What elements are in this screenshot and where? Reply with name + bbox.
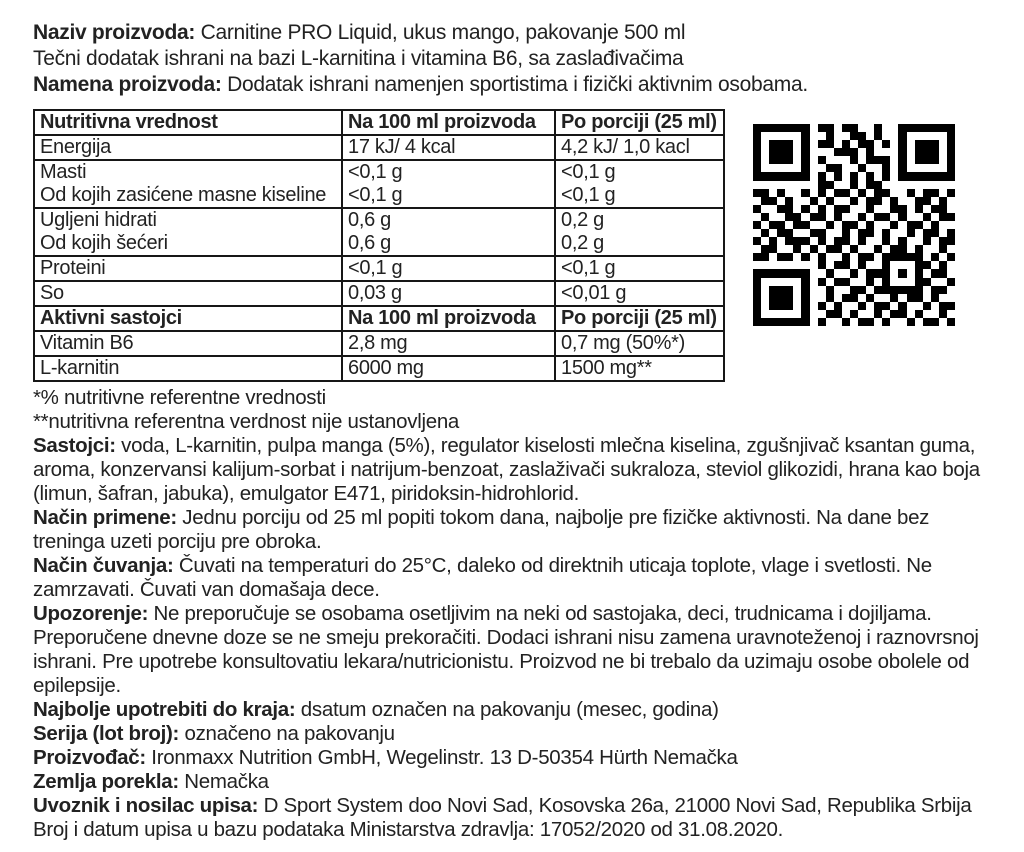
column-header-per-serving: Po porciji (25 ml): [555, 306, 724, 331]
column-header-per-100ml: Na 100 ml proizvoda: [342, 110, 555, 135]
usage-label: Način primene:: [33, 506, 177, 529]
cell-nutrient: L-karnitin: [34, 356, 342, 381]
cell-nutrient: Proteini: [34, 256, 342, 281]
cell-line: <0,1 g: [561, 161, 616, 183]
cell-per-serving: <0,1 g: [555, 256, 724, 281]
lot-text: označeno na pakovanju: [179, 722, 395, 745]
cell-per-100ml: [342, 208, 555, 256]
cell-nutrient: Energija: [34, 135, 342, 160]
note-nrv-not-established: [33, 410, 994, 434]
product-description-text: Tečni dodatak ishrani na bazi L-karnitina i vitamina B6, sa zaslađivačima: [33, 47, 684, 70]
ingredients-label: Sastojci:: [33, 434, 116, 457]
best-before-label: Najbolje upotrebiti do kraja:: [33, 698, 296, 721]
usage-text: Jednu porciju od 25 ml popiti tokom dana, najbolje pre fizičke aktivnosti. Na dane bez treninga uzeti porciju pre obroka.: [33, 506, 930, 553]
cell-line: Masti: [40, 161, 87, 183]
table-row-protein: [34, 256, 724, 281]
active-ingredients-header-row: [34, 306, 724, 331]
cell-nutrient: [34, 208, 342, 256]
origin-paragraph: [33, 770, 994, 794]
lot-label: Serija (lot broj):: [33, 722, 180, 745]
cell-per-100ml: [342, 160, 555, 208]
best-before-paragraph: [33, 698, 994, 722]
product-name-label: Naziv proizvoda:: [33, 21, 196, 44]
note-nrv: [33, 386, 994, 410]
column-header-active: Aktivni sastojci: [34, 306, 342, 331]
cell-per-serving: 1500 mg**: [555, 356, 724, 381]
info-section: [33, 386, 994, 842]
product-name-line: [33, 20, 993, 46]
storage-text: Čuvati na temperaturi do 25°C, daleko od direktnih uticaja toplote, vlage i svetlosti. Ne zamrzavati. Čuvati van domašaja dece.: [33, 554, 932, 601]
cell-line: 0,6 g: [348, 209, 391, 231]
note-nrv2-text: **nutritivna referentna verdnost nije ustanovljena: [33, 410, 460, 433]
cell-line: 0,6 g: [348, 232, 391, 254]
table-row-salt: [34, 281, 724, 306]
table-row-vitamin-b6: [34, 331, 724, 356]
table-row-carb-group: [34, 208, 724, 256]
registry-paragraph: [33, 818, 994, 842]
product-purpose-line: [33, 72, 993, 98]
storage-label: Način čuvanja:: [33, 554, 174, 577]
cell-per-serving: [555, 160, 724, 208]
importer-label: Uvoznik i nosilac upisa:: [33, 794, 259, 817]
cell-line: Od kojih zasićene masne kiseline: [40, 184, 327, 206]
table-row-fat-group: [34, 160, 724, 208]
cell-line: <0,1 g: [348, 184, 403, 206]
table-row-energy: [34, 135, 724, 160]
warning-label: Upozorenje:: [33, 602, 149, 625]
usage-paragraph: [33, 506, 994, 554]
cell-line: <0,1 g: [561, 184, 616, 206]
warning-paragraph: [33, 602, 994, 698]
manufacturer-paragraph: [33, 746, 994, 770]
table-row-l-carnitine: [34, 356, 724, 381]
cell-per-100ml: 17 kJ/ 4 kcal: [342, 135, 555, 160]
importer-text: D Sport System doo Novi Sad, Kosovska 26a, 21000 Novi Sad, Republika Srbija: [258, 794, 972, 817]
product-purpose-label: Namena proizvoda:: [33, 73, 222, 96]
column-header-nutrient: Nutritivna vrednost: [34, 110, 342, 135]
lot-paragraph: [33, 722, 994, 746]
column-header-per-serving: Po porciji (25 ml): [555, 110, 724, 135]
cell-per-100ml: 0,03 g: [342, 281, 555, 306]
manufacturer-label: Proizvođač:: [33, 746, 146, 769]
cell-nutrient: So: [34, 281, 342, 306]
cell-line: <0,1 g: [348, 161, 403, 183]
cell-nutrient: Vitamin B6: [34, 331, 342, 356]
cell-line: 0,2 g: [561, 232, 604, 254]
cell-line: Od kojih šećeri: [40, 232, 168, 254]
cell-line: 0,2 g: [561, 209, 604, 231]
cell-per-100ml: 2,8 mg: [342, 331, 555, 356]
cell-per-100ml: 6000 mg: [342, 356, 555, 381]
warning-text: Ne preporučuje se osobama osetljivim na neki od sastojaka, deci, trudnicama i dojiljama. Preporučene dnevne doze se ne smeju prekoračiti. Dodaci ishrani nisu zamena uravnoteženoj i raznovrsnoj ishrani. Pre upotrebe konsultovatiu lekara/nutricionistu. Proizvod ne bi trebalo da uzimaju osobe obolele od epilepsije.: [33, 602, 979, 697]
column-header-per-100ml: Na 100 ml proizvoda: [342, 306, 555, 331]
intro-section: [33, 20, 994, 98]
cell-nutrient: [34, 160, 342, 208]
cell-per-serving: <0,01 g: [555, 281, 724, 306]
cell-per-serving: 4,2 kJ/ 1,0 kacl: [555, 135, 724, 160]
cell-line: Ugljeni hidrati: [40, 209, 157, 231]
registry-text: Broj i datum upisa u bazu podataka Ministarstva zdravlja: 17052/2020 od 31.08.2020.: [33, 818, 784, 841]
product-purpose-value: Dodatak ishrani namenjen sportistima i fizički aktivnim osobama.: [221, 73, 808, 96]
nutrition-table: [33, 109, 725, 382]
origin-text: Nemačka: [178, 770, 269, 793]
manufacturer-text: Ironmaxx Nutrition GmbH, Wegelinstr. 13 D-50354 Hürth Nemačka: [145, 746, 738, 769]
origin-label: Zemlja porekla:: [33, 770, 179, 793]
cell-per-100ml: <0,1 g: [342, 256, 555, 281]
cell-per-serving: [555, 208, 724, 256]
storage-paragraph: [33, 554, 994, 602]
product-name-value: Carnitine PRO Liquid, ukus mango, pakovanje 500 ml: [195, 21, 686, 44]
ingredients-text: voda, L-karnitin, pulpa manga (5%), regulator kiselosti mlečna kiselina, zgušnjivač ksantan guma, aroma, konzervansi kalijum-sorbat i natrijum-benzoat, zaslaživači sukraloza, steviol glikozidi, hrana kao boja (limun, šafran, jabuka), emulgator E471, piridoksin-hidrohlorid.: [33, 434, 980, 505]
best-before-text: dsatum označen na pakovanju (mesec, godina): [295, 698, 719, 721]
cell-per-serving: 0,7 mg (50%*): [555, 331, 724, 356]
ingredients-paragraph: [33, 434, 994, 506]
nutrition-header-row: [34, 110, 724, 135]
importer-paragraph: [33, 794, 994, 818]
qr-code: [753, 124, 955, 326]
note-nrv-text: *% nutritivne referentne vrednosti: [33, 386, 326, 409]
product-description-line: [33, 46, 993, 72]
